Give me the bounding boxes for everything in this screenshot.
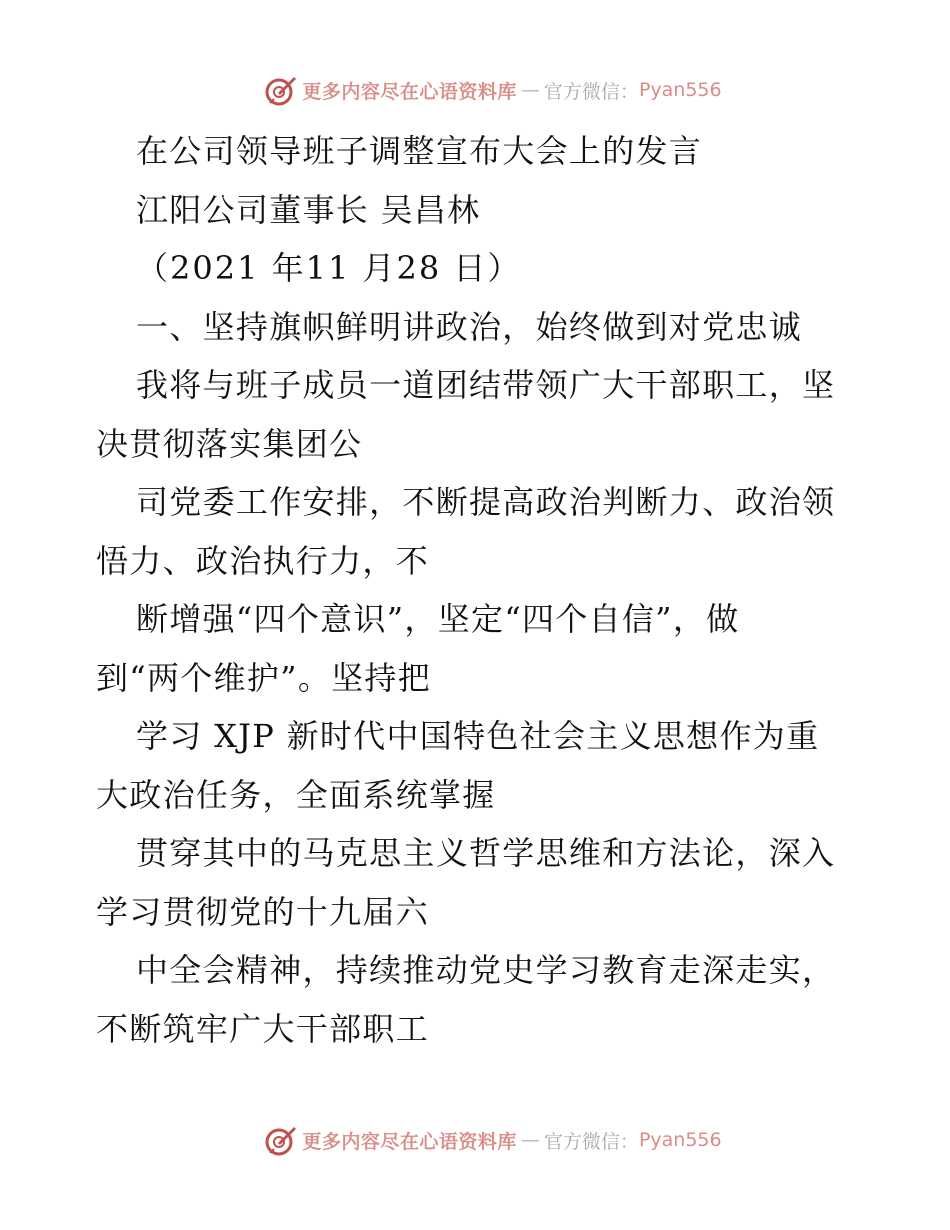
paragraph-line: 贯穿其中的马克思主义哲学思维和方法论，深入 (136, 834, 836, 872)
paragraph-line: 悟力、政治执行力，不 (96, 541, 430, 580)
watermark-wechat-id: Pyan556 (638, 79, 722, 101)
watermark-official-label: 官方微信： (543, 1130, 639, 1153)
paragraph-line: 决贯彻落实集团公 (96, 424, 363, 463)
paragraph-line: 大政治任务，全面系统掌握 (96, 775, 496, 814)
paragraph-line: 学习 XJP 新时代中国特色社会主义思想作为重 (136, 717, 820, 755)
paragraph-line: 不断筑牢广大干部职工 (96, 1009, 430, 1048)
document-title: 在公司领导班子调整宣布大会上的发言 (136, 132, 703, 170)
document-date: （2021 年11 月28 日） (136, 249, 522, 287)
watermark-dash: — (520, 79, 540, 101)
watermark-text: 更多内容尽在心语资料库 (302, 80, 517, 103)
section-heading: 一、坚持旗帜鲜明讲政治，始终做到对党忠诚 (136, 307, 803, 346)
paragraph-line: 断增强“四个意识”，坚定“四个自信”，做 (136, 600, 740, 638)
paragraph-line: 我将与班子成员一道团结带领广大干部职工，坚 (136, 366, 836, 404)
watermark-dash: — (520, 1129, 540, 1151)
paragraph-line: 司党委工作安排，不断提高政治判断力、政治领 (136, 483, 836, 521)
document-author: 江阳公司董事长 吴昌林 (136, 190, 481, 229)
paragraph-line: 学习贯彻党的十九届六 (96, 892, 430, 931)
watermark-wechat-id: Pyan556 (638, 1129, 722, 1151)
document-body (96, 122, 856, 1058)
pen-logo-icon (264, 1123, 298, 1157)
paragraph-line: 中全会精神，持续推动党史学习教育走深走实， (136, 951, 836, 989)
header-watermark (0, 70, 950, 110)
pen-logo-icon (264, 73, 298, 107)
footer-watermark (0, 1120, 950, 1160)
watermark-text: 更多内容尽在心语资料库 (302, 1130, 517, 1153)
paragraph-line: 到“两个维护”。坚持把 (96, 658, 432, 697)
watermark-official-label: 官方微信： (543, 80, 639, 103)
